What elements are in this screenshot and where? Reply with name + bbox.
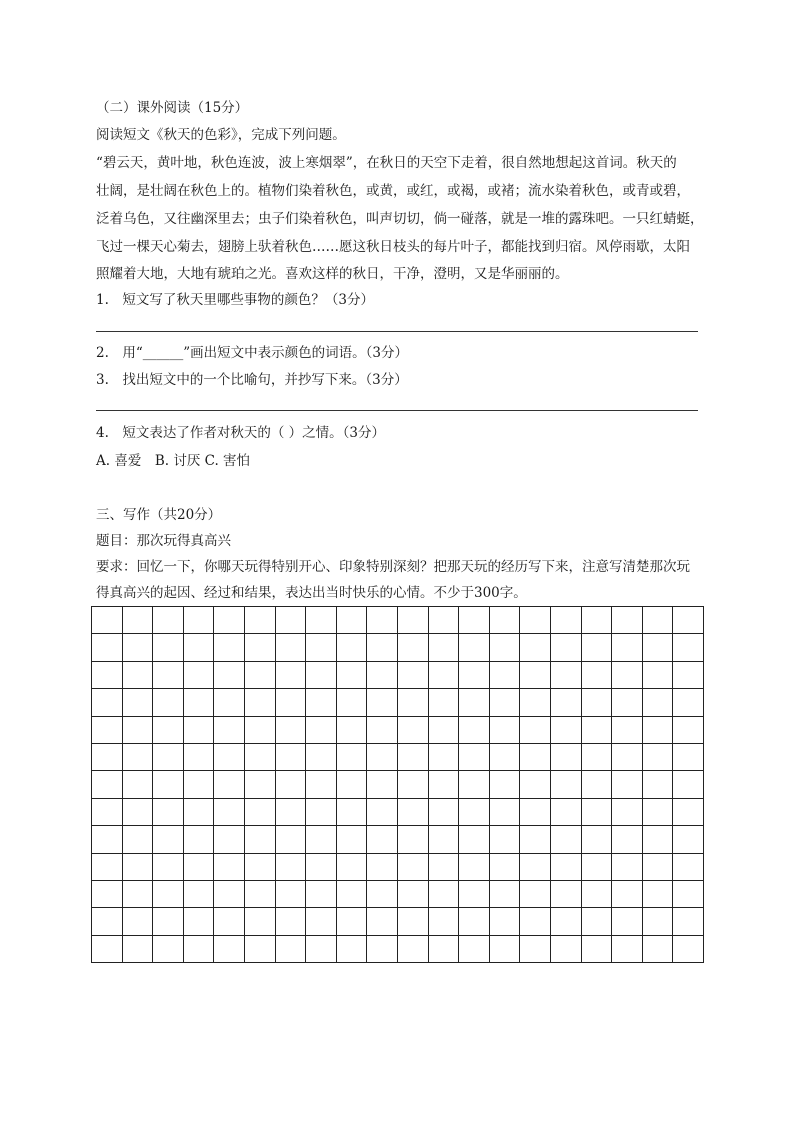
grid-cell[interactable] [429,936,460,963]
grid-cell[interactable] [429,689,460,716]
grid-cell[interactable] [429,771,460,798]
grid-cell[interactable] [123,908,154,935]
grid-cell[interactable] [643,881,674,908]
grid-cell[interactable] [337,607,368,634]
grid-cell[interactable] [123,689,154,716]
grid-cell[interactable] [673,744,704,771]
grid-cell[interactable] [490,662,521,689]
grid-cell[interactable] [551,826,582,853]
grid-cell[interactable] [306,936,337,963]
grid-cell[interactable] [245,936,276,963]
grid-cell[interactable] [306,689,337,716]
grid-cell[interactable] [490,881,521,908]
passage-line: “碧云天，黄叶地，秋色连波，波上寒烟翠”，在秋日的天空下走着，很自然地想起这首词。秋天的 [96,155,677,171]
grid-cell[interactable] [92,634,123,661]
grid-cell[interactable] [490,717,521,744]
grid-cell[interactable] [245,717,276,744]
grid-cell[interactable] [245,744,276,771]
grid-cell[interactable] [520,881,551,908]
grid-cell[interactable] [673,689,704,716]
grid-cell[interactable] [214,799,245,826]
grid-cell[interactable] [429,799,460,826]
grid-cell[interactable] [214,854,245,881]
grid-cell[interactable] [153,662,184,689]
grid-cell[interactable] [551,936,582,963]
grid-cell[interactable] [367,854,398,881]
grid-cell[interactable] [673,662,704,689]
grid-cell[interactable] [520,607,551,634]
grid-cell[interactable] [337,689,368,716]
grid-cell[interactable] [306,881,337,908]
grid-cell[interactable] [367,744,398,771]
grid-cell[interactable] [398,936,429,963]
grid-cell[interactable] [337,854,368,881]
grid-cell[interactable] [429,908,460,935]
grid-cell[interactable] [490,854,521,881]
grid-cell[interactable] [429,854,460,881]
grid-cell[interactable] [551,854,582,881]
grid-cell[interactable] [612,908,643,935]
reading-heading: （二）课外阅读（15分） [96,100,249,116]
grid-cell[interactable] [306,607,337,634]
grid-cell[interactable] [582,908,613,935]
grid-cell[interactable] [306,717,337,744]
grid-cell[interactable] [673,881,704,908]
question-4: 4. 短文表达了作者对秋天的（ ）之情。（3分） [96,425,386,441]
grid-cell[interactable] [337,744,368,771]
grid-cell[interactable] [520,662,551,689]
grid-cell[interactable] [92,826,123,853]
grid-cell[interactable] [367,936,398,963]
grid-cell[interactable] [337,881,368,908]
grid-cell[interactable] [92,662,123,689]
grid-cell[interactable] [398,771,429,798]
grid-cell[interactable] [337,826,368,853]
grid-cell[interactable] [367,634,398,661]
grid-cell[interactable] [367,607,398,634]
writing-requirement-line: 要求：回忆一下，你哪天玩得特别开心、印象特别深刻？把那天玩的经历写下来，注意写清楚那次玩 [96,559,690,575]
grid-cell[interactable] [551,771,582,798]
grid-cell[interactable] [276,881,307,908]
grid-cell[interactable] [337,908,368,935]
grid-cell[interactable] [520,717,551,744]
grid-cell[interactable] [643,936,674,963]
grid-cell[interactable] [92,744,123,771]
grid-cell[interactable] [276,771,307,798]
grid-cell[interactable] [643,771,674,798]
grid-cell[interactable] [673,908,704,935]
grid-cell[interactable] [398,634,429,661]
grid-cell[interactable] [520,771,551,798]
grid-cell[interactable] [153,607,184,634]
grid-cell[interactable] [398,854,429,881]
grid-cell[interactable] [367,799,398,826]
grid-cell[interactable] [153,826,184,853]
answer-line-3[interactable] [96,410,698,411]
grid-cell[interactable] [276,607,307,634]
grid-cell[interactable] [459,607,490,634]
grid-cell[interactable] [184,936,215,963]
grid-cell[interactable] [643,744,674,771]
grid-cell[interactable] [551,607,582,634]
grid-cell[interactable] [92,854,123,881]
grid-cell[interactable] [582,689,613,716]
grid-cell[interactable] [612,634,643,661]
grid-cell[interactable] [184,826,215,853]
grid-cell[interactable] [367,881,398,908]
grid-cell[interactable] [214,744,245,771]
grid-cell[interactable] [520,634,551,661]
grid-cell[interactable] [459,717,490,744]
grid-cell[interactable] [398,662,429,689]
grid-cell[interactable] [184,717,215,744]
grid-cell[interactable] [337,717,368,744]
grid-cell[interactable] [214,634,245,661]
grid-cell[interactable] [276,744,307,771]
grid-cell[interactable] [245,771,276,798]
grid-cell[interactable] [612,744,643,771]
grid-cell[interactable] [643,607,674,634]
grid-cell[interactable] [337,662,368,689]
grid-cell[interactable] [643,799,674,826]
grid-cell[interactable] [184,607,215,634]
grid-cell[interactable] [582,607,613,634]
grid-cell[interactable] [245,826,276,853]
grid-cell[interactable] [582,744,613,771]
grid-cell[interactable] [184,908,215,935]
grid-cell[interactable] [490,771,521,798]
question-4-options: A. 喜爱 B. 讨厌 C. 害怕 [96,453,251,469]
grid-cell[interactable] [551,689,582,716]
grid-cell[interactable] [92,689,123,716]
grid-cell[interactable] [306,799,337,826]
grid-cell[interactable] [459,689,490,716]
grid-cell[interactable] [551,717,582,744]
grid-cell[interactable] [520,826,551,853]
grid-cell[interactable] [245,662,276,689]
grid-cell[interactable] [582,936,613,963]
grid-cell[interactable] [123,881,154,908]
grid-cell[interactable] [184,881,215,908]
grid-cell[interactable] [459,936,490,963]
grid-cell[interactable] [612,662,643,689]
grid-cell[interactable] [582,854,613,881]
grid-cell[interactable] [184,799,215,826]
grid-cell[interactable] [398,881,429,908]
answer-line-1[interactable] [96,331,698,332]
grid-cell[interactable] [612,607,643,634]
grid-cell[interactable] [276,799,307,826]
passage-line: 飞过一棵天心菊去，翅膀上驮着秋色……愿这秋日枝头的每片叶子，都能找到归宿。风停雨歇，太阳 [96,239,690,255]
grid-cell[interactable] [643,826,674,853]
grid-cell[interactable] [184,689,215,716]
grid-cell[interactable] [337,799,368,826]
grid-cell[interactable] [520,689,551,716]
grid-cell[interactable] [245,689,276,716]
grid-cell[interactable] [123,936,154,963]
grid-cell[interactable] [153,936,184,963]
grid-cell[interactable] [306,744,337,771]
grid-cell[interactable] [245,908,276,935]
grid-cell[interactable] [214,771,245,798]
grid-cell[interactable] [643,662,674,689]
grid-cell[interactable] [490,689,521,716]
grid-cell[interactable] [276,854,307,881]
grid-cell[interactable] [673,799,704,826]
grid-cell[interactable] [245,881,276,908]
grid-cell[interactable] [612,826,643,853]
grid-cell[interactable] [673,717,704,744]
grid-cell[interactable] [214,662,245,689]
grid-cell[interactable] [429,744,460,771]
grid-cell[interactable] [123,607,154,634]
grid-cell[interactable] [429,634,460,661]
grid-cell[interactable] [276,662,307,689]
grid-cell[interactable] [214,881,245,908]
grid-cell[interactable] [276,826,307,853]
grid-cell[interactable] [184,662,215,689]
grid-cell[interactable] [214,908,245,935]
passage-line: 泛着乌色，又往幽深里去；虫子们染着秋色，叫声切切，倘一碰落，就是一堆的露珠吧。一只红蜻蜓， [96,211,704,227]
grid-cell[interactable] [582,717,613,744]
grid-cell[interactable] [214,936,245,963]
grid-cell[interactable] [643,854,674,881]
grid-cell[interactable] [92,717,123,744]
grid-cell[interactable] [214,607,245,634]
grid-cell[interactable] [367,771,398,798]
grid-cell[interactable] [551,799,582,826]
grid-cell[interactable] [673,607,704,634]
grid-cell[interactable] [153,717,184,744]
grid-cell[interactable] [214,689,245,716]
grid-cell[interactable] [306,662,337,689]
grid-cell[interactable] [459,662,490,689]
grid-cell[interactable] [306,854,337,881]
grid-cell[interactable] [306,634,337,661]
grid-cell[interactable] [398,799,429,826]
grid-cell[interactable] [123,744,154,771]
grid-cell[interactable] [429,717,460,744]
grid-cell[interactable] [214,717,245,744]
grid-cell[interactable] [398,689,429,716]
grid-cell[interactable] [153,854,184,881]
grid-cell[interactable] [123,854,154,881]
grid-cell[interactable] [643,717,674,744]
grid-cell[interactable] [459,771,490,798]
grid-cell[interactable] [398,607,429,634]
grid-cell[interactable] [367,689,398,716]
grid-cell[interactable] [551,744,582,771]
grid-cell[interactable] [123,771,154,798]
grid-cell[interactable] [490,634,521,661]
grid-cell[interactable] [582,826,613,853]
grid-cell[interactable] [612,717,643,744]
grid-cell[interactable] [490,936,521,963]
grid-cell[interactable] [276,689,307,716]
grid-cell[interactable] [582,662,613,689]
writing-heading: 三、写作（共20分） [96,507,222,523]
grid-cell[interactable] [184,744,215,771]
grid-cell[interactable] [153,881,184,908]
grid-cell[interactable] [459,826,490,853]
grid-cell[interactable] [398,717,429,744]
grid-cell[interactable] [673,634,704,661]
grid-cell[interactable] [276,634,307,661]
grid-cell[interactable] [490,799,521,826]
grid-cell[interactable] [306,771,337,798]
grid-cell[interactable] [92,771,123,798]
grid-cell[interactable] [490,607,521,634]
grid-cell[interactable] [398,908,429,935]
question-3: 3. 找出短文中的一个比喻句，并抄写下来。（3分） [96,372,408,388]
grid-cell[interactable] [153,908,184,935]
reading-instruction: 阅读短文《秋天的色彩》，完成下列问题。 [96,127,346,143]
grid-cell[interactable] [582,881,613,908]
grid-cell[interactable] [459,744,490,771]
grid-cell[interactable] [245,607,276,634]
grid-cell[interactable] [520,799,551,826]
passage-line: 照耀着大地，大地有琥珀之光。喜欢这样的秋日，干净，澄明，又是华丽丽的。 [96,266,569,282]
grid-cell[interactable] [582,799,613,826]
grid-cell[interactable] [306,826,337,853]
grid-cell[interactable] [459,854,490,881]
grid-cell[interactable] [612,771,643,798]
grid-cell[interactable] [643,634,674,661]
grid-cell[interactable] [184,634,215,661]
grid-cell[interactable] [490,744,521,771]
grid-cell[interactable] [398,826,429,853]
grid-cell[interactable] [429,826,460,853]
grid-cell[interactable] [459,908,490,935]
grid-cell[interactable] [429,662,460,689]
grid-cell[interactable] [276,717,307,744]
writing-topic: 题目：那次玩得真高兴 [96,533,231,549]
grid-cell[interactable] [184,854,215,881]
grid-cell[interactable] [612,936,643,963]
grid-cell[interactable] [429,881,460,908]
grid-cell[interactable] [551,634,582,661]
grid-cell[interactable] [184,771,215,798]
grid-cell[interactable] [214,826,245,853]
grid-cell[interactable] [612,799,643,826]
grid-cell[interactable] [276,908,307,935]
grid-cell[interactable] [245,799,276,826]
grid-cell[interactable] [490,908,521,935]
grid-cell[interactable] [367,662,398,689]
grid-cell[interactable] [337,936,368,963]
grid-cell[interactable] [337,771,368,798]
grid-cell[interactable] [337,634,368,661]
grid-cell[interactable] [153,689,184,716]
grid-cell[interactable] [612,689,643,716]
grid-cell[interactable] [123,634,154,661]
grid-cell[interactable] [520,936,551,963]
grid-cell[interactable] [153,744,184,771]
grid-cell[interactable] [367,717,398,744]
grid-cell[interactable] [123,799,154,826]
grid-cell[interactable] [459,799,490,826]
grid-cell[interactable] [612,854,643,881]
grid-cell[interactable] [551,908,582,935]
grid-cell[interactable] [643,908,674,935]
grid-cell[interactable] [245,854,276,881]
grid-cell[interactable] [551,881,582,908]
grid-cell[interactable] [92,936,123,963]
grid-cell[interactable] [582,634,613,661]
writing-grid[interactable] [91,606,704,963]
grid-cell[interactable] [306,908,337,935]
grid-cell[interactable] [123,826,154,853]
grid-cell[interactable] [612,881,643,908]
grid-cell[interactable] [673,936,704,963]
grid-cell[interactable] [92,607,123,634]
grid-cell[interactable] [429,607,460,634]
grid-cell[interactable] [520,908,551,935]
grid-cell[interactable] [398,744,429,771]
grid-cell[interactable] [367,826,398,853]
grid-cell[interactable] [153,799,184,826]
grid-cell[interactable] [673,771,704,798]
grid-cell[interactable] [92,881,123,908]
passage-line: 壮阔，是壮阔在秋色上的。植物们染着秋色，或黄，或红，或褐，或褚；流水染着秋色，或青或碧， [96,183,690,199]
question-1: 1. 短文写了秋天里哪些事物的颜色？（3分） [96,292,374,308]
writing-requirement-line: 得真高兴的起因、经过和结果，表达出当时快乐的心情。不少于300字。 [96,585,527,601]
grid-cell[interactable] [153,771,184,798]
grid-cell[interactable] [520,744,551,771]
grid-cell[interactable] [92,799,123,826]
grid-cell[interactable] [673,826,704,853]
grid-cell[interactable] [643,689,674,716]
grid-cell[interactable] [459,634,490,661]
grid-cell[interactable] [276,936,307,963]
grid-cell[interactable] [551,662,582,689]
grid-cell[interactable] [92,908,123,935]
grid-cell[interactable] [520,854,551,881]
grid-cell[interactable] [367,908,398,935]
grid-cell[interactable] [582,771,613,798]
question-2: 2. 用“______”画出短文中表示颜色的词语。（3分） [96,345,409,361]
grid-cell[interactable] [459,881,490,908]
grid-cell[interactable] [123,662,154,689]
grid-cell[interactable] [153,634,184,661]
grid-cell[interactable] [490,826,521,853]
grid-cell[interactable] [123,717,154,744]
grid-cell[interactable] [245,634,276,661]
grid-cell[interactable] [673,854,704,881]
